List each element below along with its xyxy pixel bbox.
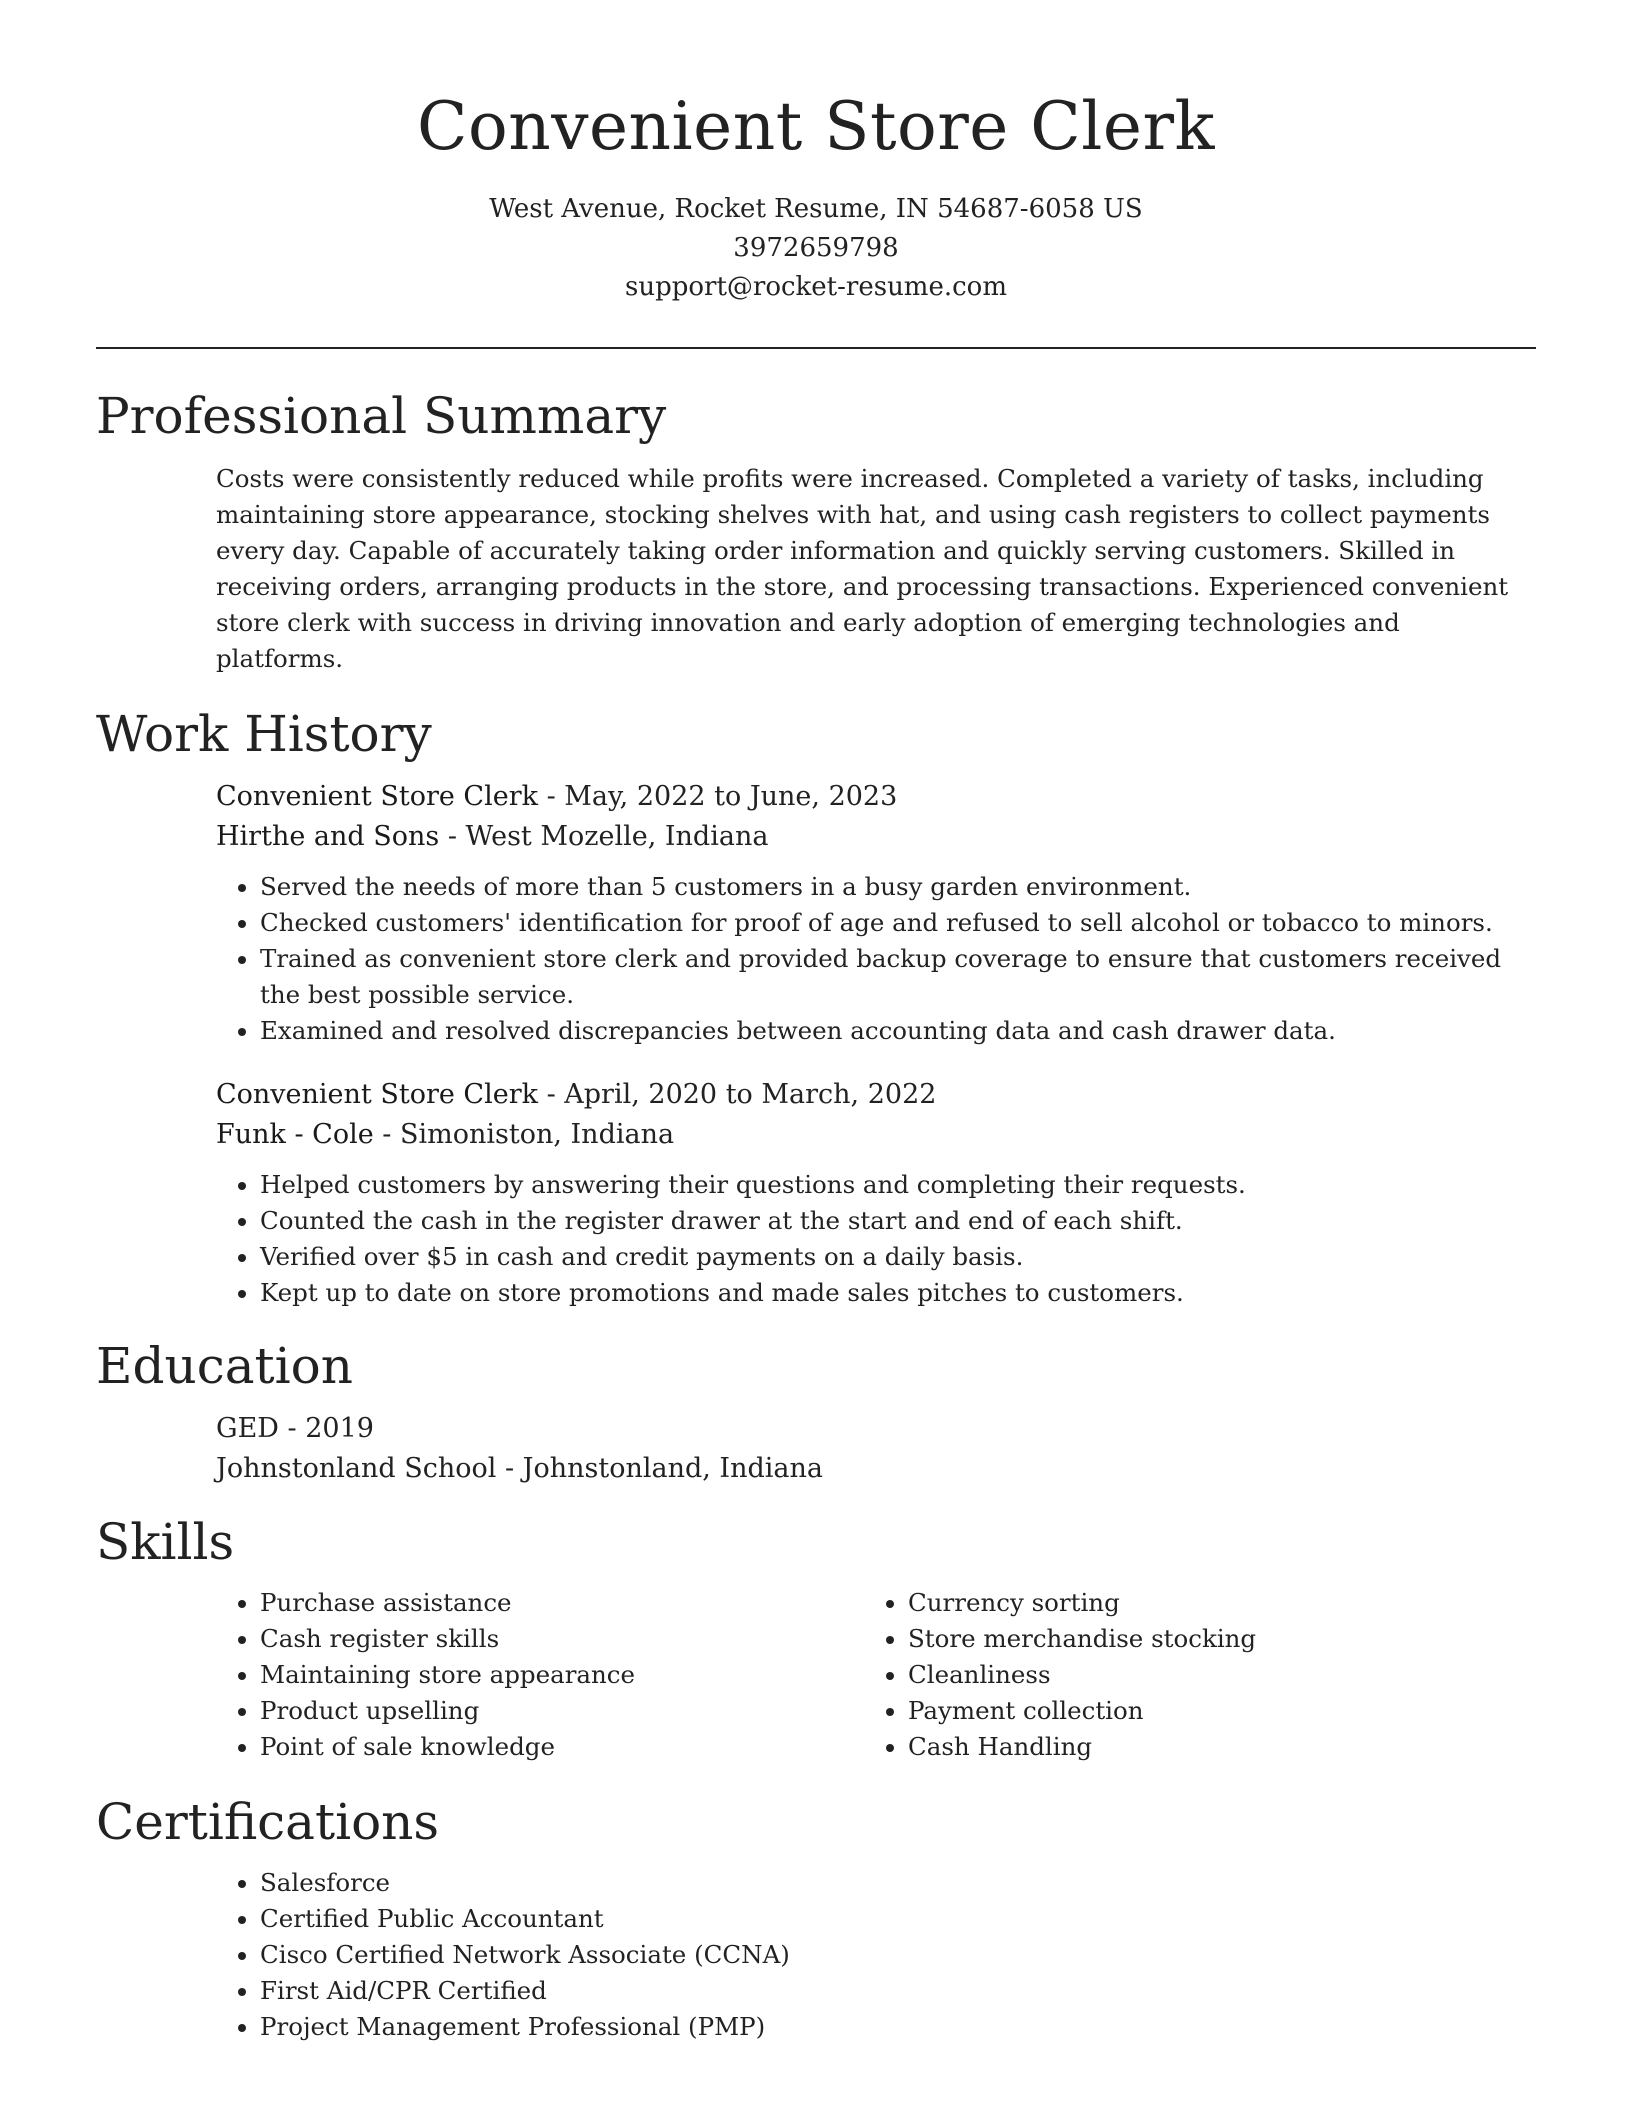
job-role: Convenient Store Clerk: [216, 781, 538, 812]
list-item: • Helped customers by answering their questions and completing their requests.: [260, 1167, 1536, 1203]
resume-header: [96, 0, 1536, 307]
list-item: • Cash Handling: [908, 1729, 1512, 1765]
list-item: • Currency sorting: [908, 1585, 1512, 1621]
job-location: - West Mozelle, Indiana: [439, 821, 769, 852]
list-item: • Cash register skills: [260, 1621, 864, 1657]
skills-list: [216, 1585, 864, 1765]
list-item: • Project Management Professional (PMP): [260, 2009, 1536, 2045]
job-bullets: [216, 869, 1536, 1049]
section-title-certifications: Certifications: [96, 1793, 440, 1851]
list-item: • Payment collection: [908, 1693, 1512, 1729]
job-entry: [216, 1075, 1536, 1311]
list-item: • Trained as convenient store clerk and provided backup coverage to ensure that customers received the best possible service.: [260, 941, 1536, 1013]
job-dates: - May, 2022 to June, 2023: [537, 781, 898, 812]
education-degree: GED: [216, 1413, 279, 1444]
list-item: • Verified over $5 in cash and credit payments on a daily basis.: [260, 1239, 1536, 1275]
education-school: Johnstonland School: [216, 1453, 497, 1484]
certifications-list: [216, 1865, 1536, 2045]
list-item: • Served the needs of more than 5 customers in a busy garden environment.: [260, 869, 1536, 905]
job-company-line: [216, 1115, 1536, 1155]
candidate-name: Convenient Store Clerk: [416, 88, 1216, 165]
list-item: • Product upselling: [260, 1693, 864, 1729]
job-bullets: [216, 1167, 1536, 1311]
skills-column-left: [216, 1585, 864, 1765]
contact-email: support@rocket-resume.com: [624, 272, 1007, 302]
list-item: • Cleanliness: [908, 1657, 1512, 1693]
job-title-line: [216, 1075, 1536, 1115]
list-item: • Store merchandise stocking: [908, 1621, 1512, 1657]
job-dates: - April, 2020 to March, 2022: [537, 1079, 937, 1110]
header-divider: [96, 347, 1536, 349]
list-item: • Point of sale knowledge: [260, 1729, 864, 1765]
list-item: • Maintaining store appearance: [260, 1657, 864, 1693]
education-entry: [216, 1409, 1536, 1489]
job-company-line: [216, 817, 1536, 857]
list-item: • Purchase assistance: [260, 1585, 864, 1621]
education-location: - Johnstonland, Indiana: [496, 1453, 823, 1484]
list-item: • Salesforce: [260, 1865, 1536, 1901]
section-title-work-history: Work History: [96, 705, 432, 763]
list-item: • Checked customers' identification for proof of age and refused to sell alcohol or tobacco to minors.: [260, 905, 1536, 941]
contact-block: [96, 190, 1536, 307]
job-entry: [216, 777, 1536, 1049]
section-title-summary: Professional Summary: [96, 387, 667, 445]
list-item: • Cisco Certified Network Associate (CCNA): [260, 1937, 1536, 1973]
list-item: • Certified Public Accountant: [260, 1901, 1536, 1937]
list-item: • Examined and resolved discrepancies between accounting data and cash drawer data.: [260, 1013, 1536, 1049]
job-company: Hirthe and Sons: [216, 821, 440, 852]
list-item: • Counted the cash in the register drawer at the start and end of each shift.: [260, 1203, 1536, 1239]
education-year: - 2019: [278, 1413, 374, 1444]
section-title-education: Education: [96, 1337, 353, 1395]
list-item: • Kept up to date on store promotions and made sales pitches to customers.: [260, 1275, 1536, 1311]
certifications-block: [216, 1865, 1536, 2045]
skills-columns: [216, 1585, 1536, 1765]
education-school-line: [216, 1449, 1536, 1489]
summary-text: Costs were consistently reduced while profits were increased. Completed a variety of tasks, including maintaining store appearance, stocking shelves with hat, and using cash registers to collect payments every day. Capable of accurately taking order information and quickly serving customers. Skilled in receiving orders, arranging products in the store, and processing transactions. Experienced convenient store clerk with success in driving innovation and early adoption of emerging technologies and platforms.: [216, 464, 1509, 673]
list-item: • First Aid/CPR Certified: [260, 1973, 1536, 2009]
education-degree-line: [216, 1409, 1536, 1449]
contact-address: West Avenue, Rocket Resume, IN 54687-6058 US: [489, 194, 1143, 224]
skills-column-right: [864, 1585, 1512, 1765]
job-location: - Simoniston, Indiana: [373, 1119, 675, 1150]
section-title-skills: Skills: [96, 1513, 235, 1571]
skills-list: [864, 1585, 1512, 1765]
job-role: Convenient Store Clerk: [216, 1079, 538, 1110]
contact-phone: 3972659798: [733, 233, 899, 263]
job-company: Funk - Cole: [216, 1119, 374, 1150]
job-title-line: [216, 777, 1536, 817]
